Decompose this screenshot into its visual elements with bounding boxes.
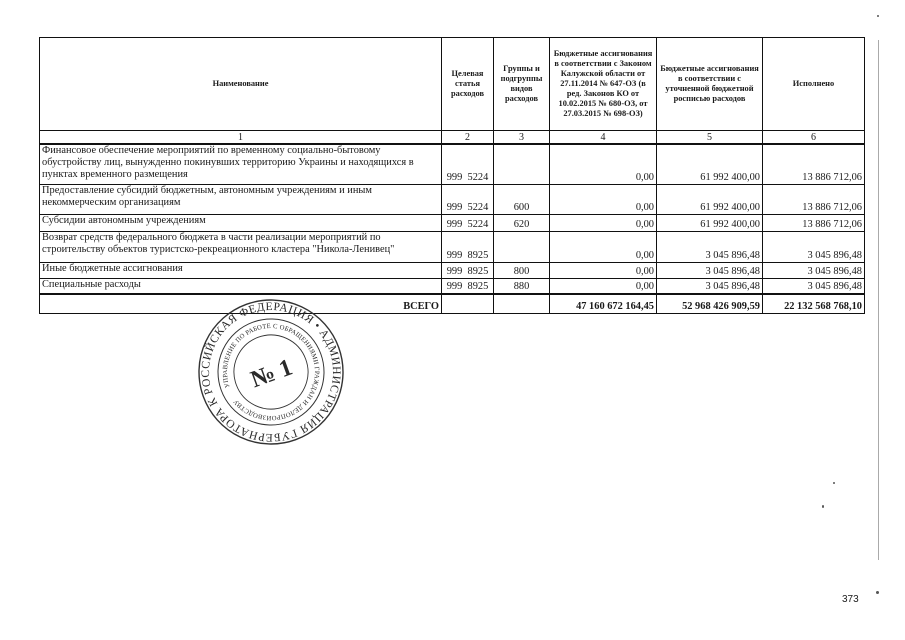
table-row	[40, 231, 865, 262]
column-number-row	[40, 131, 865, 145]
row-name: Финансовое обеспечение мероприятий по временному социально-бытовому обустройству лиц, вынужденно покинувших территорию Украины и находящихся в пунктах временного размещения	[40, 144, 442, 184]
column-number: 3	[494, 131, 550, 145]
total-label: ВСЕГО	[40, 294, 442, 314]
row-law-value: 0,00	[550, 231, 657, 262]
row-executed-value: 3 045 896,48	[763, 278, 865, 294]
header-executed: Исполнено	[763, 38, 865, 131]
seal-number: № 1	[247, 354, 296, 394]
row-name: Возврат средств федерального бюджета в части реализации мероприятий по строительству объектов туристско-рекреационного кластера "Никола-Ленивец"	[40, 231, 442, 262]
row-group	[494, 144, 550, 184]
total-executed-value: 22 132 568 768,10	[763, 294, 865, 314]
row-target-article	[442, 231, 494, 262]
table-row	[40, 144, 865, 184]
row-group: 620	[494, 214, 550, 231]
header-name: Наименование	[40, 38, 442, 131]
scan-speck	[822, 505, 824, 508]
page-number: 373	[842, 594, 859, 605]
code-part-b: 5224	[467, 171, 489, 183]
row-executed-value: 13 886 712,06	[763, 214, 865, 231]
code-part-b: 5224	[467, 218, 489, 230]
row-name: Специальные расходы	[40, 278, 442, 294]
row-law-value: 0,00	[550, 278, 657, 294]
budget-execution-table	[39, 37, 865, 314]
row-law-value: 0,00	[550, 144, 657, 184]
seal-inner-text: УПРАВЛЕНИЕ ПО РАБОТЕ С ОБРАЩЕНИЯМИ ГРАЖДАН И ДЕЛОПРОИЗВОДСТВУ	[221, 322, 321, 422]
row-law-value: 0,00	[550, 214, 657, 231]
table-row	[40, 214, 865, 231]
row-executed-value: 13 886 712,06	[763, 144, 865, 184]
scan-speck	[833, 482, 835, 484]
column-number: 2	[442, 131, 494, 145]
row-refined-value: 61 992 400,00	[657, 144, 763, 184]
code-part-b: 8925	[467, 249, 489, 261]
code-part-a: 999	[446, 249, 463, 261]
row-group	[494, 231, 550, 262]
code-part-a: 999	[446, 281, 463, 292]
row-group: 880	[494, 278, 550, 294]
seal-outer-text: РОССИЙСКАЯ ФЕДЕРАЦИЯ • АДМИНИСТРАЦИЯ ГУБЕРНАТОРА КАЛУЖСКОЙ	[199, 300, 343, 444]
row-name: Иные бюджетные ассигнования	[40, 262, 442, 278]
code-part-b: 8925	[467, 265, 489, 277]
scan-edge-line	[878, 40, 879, 560]
code-part-b: 5224	[467, 201, 489, 213]
row-law-value: 0,00	[550, 262, 657, 278]
scan-speck	[876, 591, 879, 594]
header-target-article: Целевая статья расходов	[442, 38, 494, 131]
table-row	[40, 262, 865, 278]
total-empty-cell	[442, 294, 494, 314]
table-row	[40, 278, 865, 294]
code-part-a: 999	[446, 201, 463, 213]
row-refined-value: 61 992 400,00	[657, 214, 763, 231]
total-empty-cell	[494, 294, 550, 314]
seal-rotation-group	[196, 297, 346, 447]
code-part-b: 8925	[467, 281, 489, 292]
row-target-article	[442, 184, 494, 214]
row-group: 600	[494, 184, 550, 214]
row-executed-value: 3 045 896,48	[763, 262, 865, 278]
header-groups: Группы и подгруппы видов расходов	[494, 38, 550, 131]
column-number: 1	[40, 131, 442, 145]
row-target-article	[442, 278, 494, 294]
official-seal-stamp	[196, 297, 346, 447]
row-refined-value: 3 045 896,48	[657, 262, 763, 278]
row-refined-value: 61 992 400,00	[657, 184, 763, 214]
row-name: Субсидии автономным учреждениям	[40, 214, 442, 231]
header-refined-assignments: Бюджетные ассигнования в соответствии с уточненной бюджетной росписью расходов	[657, 38, 763, 131]
column-number: 5	[657, 131, 763, 145]
code-part-a: 999	[446, 218, 463, 230]
row-target-article	[442, 214, 494, 231]
code-part-a: 999	[446, 265, 463, 277]
total-row	[40, 294, 865, 314]
row-law-value: 0,00	[550, 184, 657, 214]
row-refined-value: 3 045 896,48	[657, 278, 763, 294]
row-group: 800	[494, 262, 550, 278]
row-executed-value: 3 045 896,48	[763, 231, 865, 262]
column-number: 4	[550, 131, 657, 145]
row-name: Предоставление субсидий бюджетным, автономным учреждениям и иным некоммерческим организациям	[40, 184, 442, 214]
total-law-value: 47 160 672 164,45	[550, 294, 657, 314]
row-target-article	[442, 144, 494, 184]
row-target-article	[442, 262, 494, 278]
header-row	[40, 38, 865, 131]
total-refined-value: 52 968 426 909,59	[657, 294, 763, 314]
row-executed-value: 13 886 712,06	[763, 184, 865, 214]
scan-speck	[877, 15, 879, 17]
row-refined-value: 3 045 896,48	[657, 231, 763, 262]
column-number: 6	[763, 131, 865, 145]
header-law-assignments: Бюджетные ассигнования в соответствии с Законом Калужской области от 27.11.2014 № 647-ОЗ (в ред. Законов КО от 10.02.2015 № 680-ОЗ, от 27.03.2015 № 698-ОЗ)	[550, 38, 657, 131]
table-row	[40, 184, 865, 214]
code-part-a: 999	[446, 171, 463, 183]
